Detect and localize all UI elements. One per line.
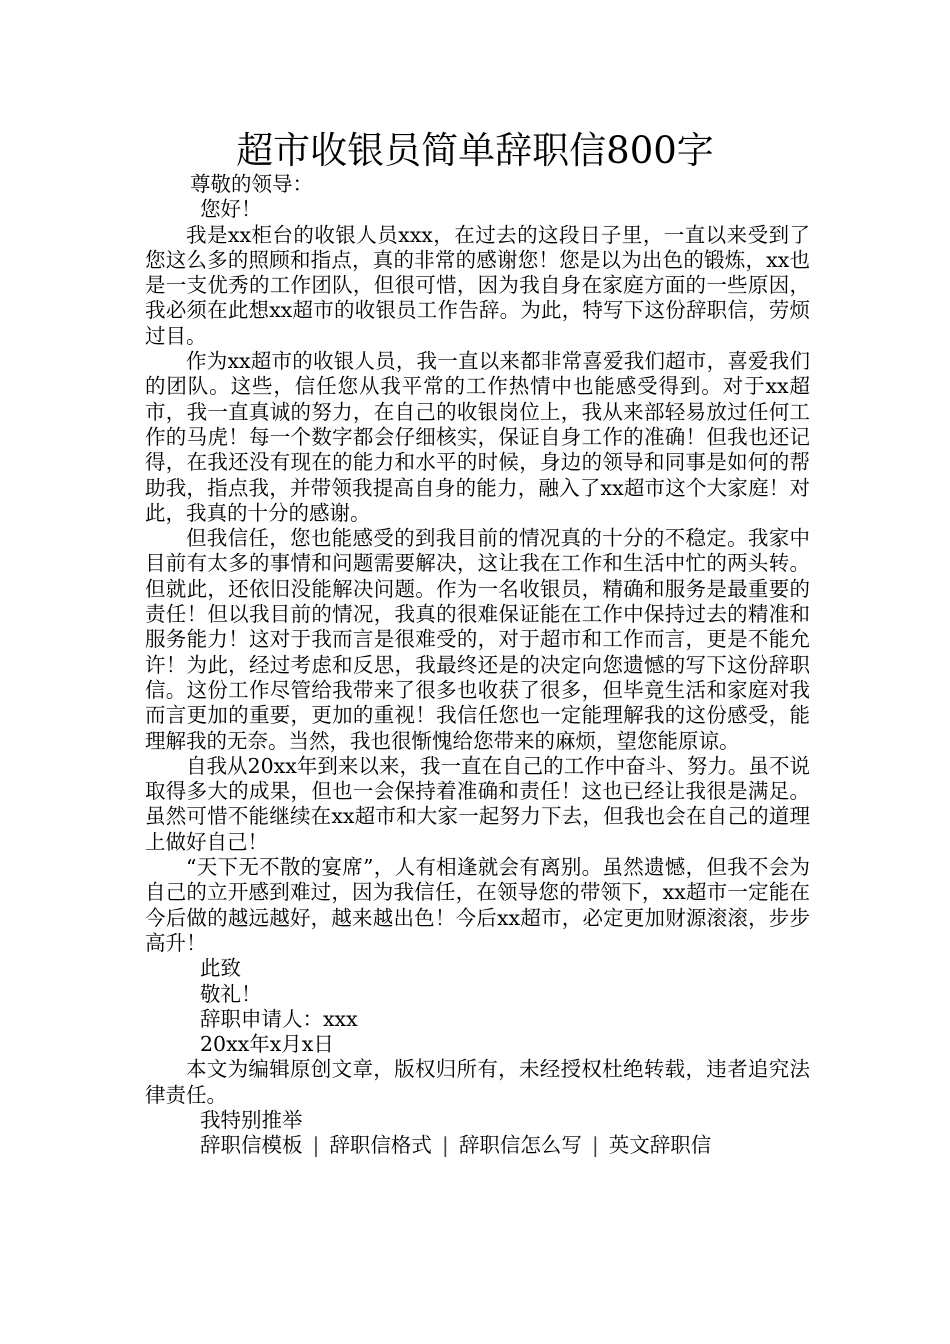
greeting: 您好！ [200, 197, 262, 222]
recommend-link-format[interactable]: 辞职信格式 [329, 1133, 432, 1158]
salutation: 尊敬的领导： [190, 172, 313, 196]
applicant-line: 辞职申请人：xxx [200, 1006, 358, 1031]
link-separator: | [441, 1133, 449, 1158]
paragraph-4: 自我从20xx年到来以来，我一直在自己的工作中奋斗、努力。虽不说取得多大的成果，但也一会保持着准确和责任！这也已经让我很是满足。虽然可惜不能继续在xx超市和大家一起努力下去，但我也会在自己的道理上做好自己！ [145, 753, 810, 854]
document-title: 超市收银员简单辞职信800字 [236, 129, 714, 172]
paragraph-5: “天下无不散的宴席”，人有相逢就会有离别。虽然遗憾，但我不会为自己的立开感到难过，因为我信任，在领导您的带领下，xx超市一定能在今后做的越远越好，越来越出色！今后xx超市，必定更加财源滚滚，步步高升！ [145, 855, 810, 955]
closing-ci-zhi: 此致 [200, 956, 241, 981]
recommend-link-english[interactable]: 英文辞职信 [608, 1133, 712, 1158]
recommend-link-how-to-write[interactable]: 辞职信怎么写 [458, 1133, 582, 1158]
paragraph-1: 我是xx柜台的收银人员xxx，在过去的这段日子里，一直以来受到了您这么多的照顾和指点，真的非常的感谢您！您是以为出色的锻炼，xx也是一支优秀的工作团队，但很可惜，因为我自身在家庭方面的一些原因，我必须在此想xx超市的收银员工作告辞。为此，特写下这份辞职信，劳烦过目。 [145, 222, 810, 348]
link-separator: | [312, 1133, 320, 1158]
recommend-link-template[interactable]: 辞职信模板 [200, 1133, 303, 1158]
recommend-label: 我特别推举 [200, 1107, 303, 1132]
closing-jing-li: 敬礼！ [200, 981, 262, 1006]
paragraph-2: 作为xx超市的收银人员，我一直以来都非常喜爱我们超市，喜爱我们的团队。这些，信任您从我平常的工作热情中也能感受得到。对于xx超市，我一直真诚的努力，在自己的收银岗位上，我从来部轻易放过任何工作的马虎！每一个数字都会仔细核实，保证自身工作的准确！但我也还记得，在我还没有现在的能力和水平的时候，身边的领导和同事是如何的帮助我，指点我，并带领我提高自身的能力，融入了xx超市这个大家庭！对此，我真的十分的感谢。 [145, 349, 810, 525]
copyright-notice: 本文为编辑原创文章，版权归所有，未经授权杜绝转载，违者追究法律责任。 [145, 1057, 810, 1107]
link-separator: | [591, 1133, 599, 1158]
date-line: 20xx年x月x日 [200, 1032, 334, 1057]
letter-body [145, 172, 810, 1159]
paragraph-3: 但我信任，您也能感受的到我目前的情况真的十分的不稳定。我家中目前有太多的事情和问题需要解决，这让我在工作和生活中忙的两头转。但就此，还依旧没能解决问题。作为一名收银员，精确和服务是最重要的责任！但以我目前的情况，我真的很难保证能在工作中保持过去的精准和服务能力！这对于我而言是很难受的，对于超市和工作而言，更是不能允许！为此，经过考虑和反思，我最终还是的决定向您遗憾的写下这份辞职信。这份工作尽管给我带来了很多也收获了很多，但毕竟生活和家庭对我而言更加的重要，更加的重视！我信任您也一定能理解我的这份感受，能理解我的无奈。当然，我也很惭愧给您带来的麻烦，望您能原谅。 [145, 526, 810, 753]
recommend-links [145, 1133, 810, 1158]
